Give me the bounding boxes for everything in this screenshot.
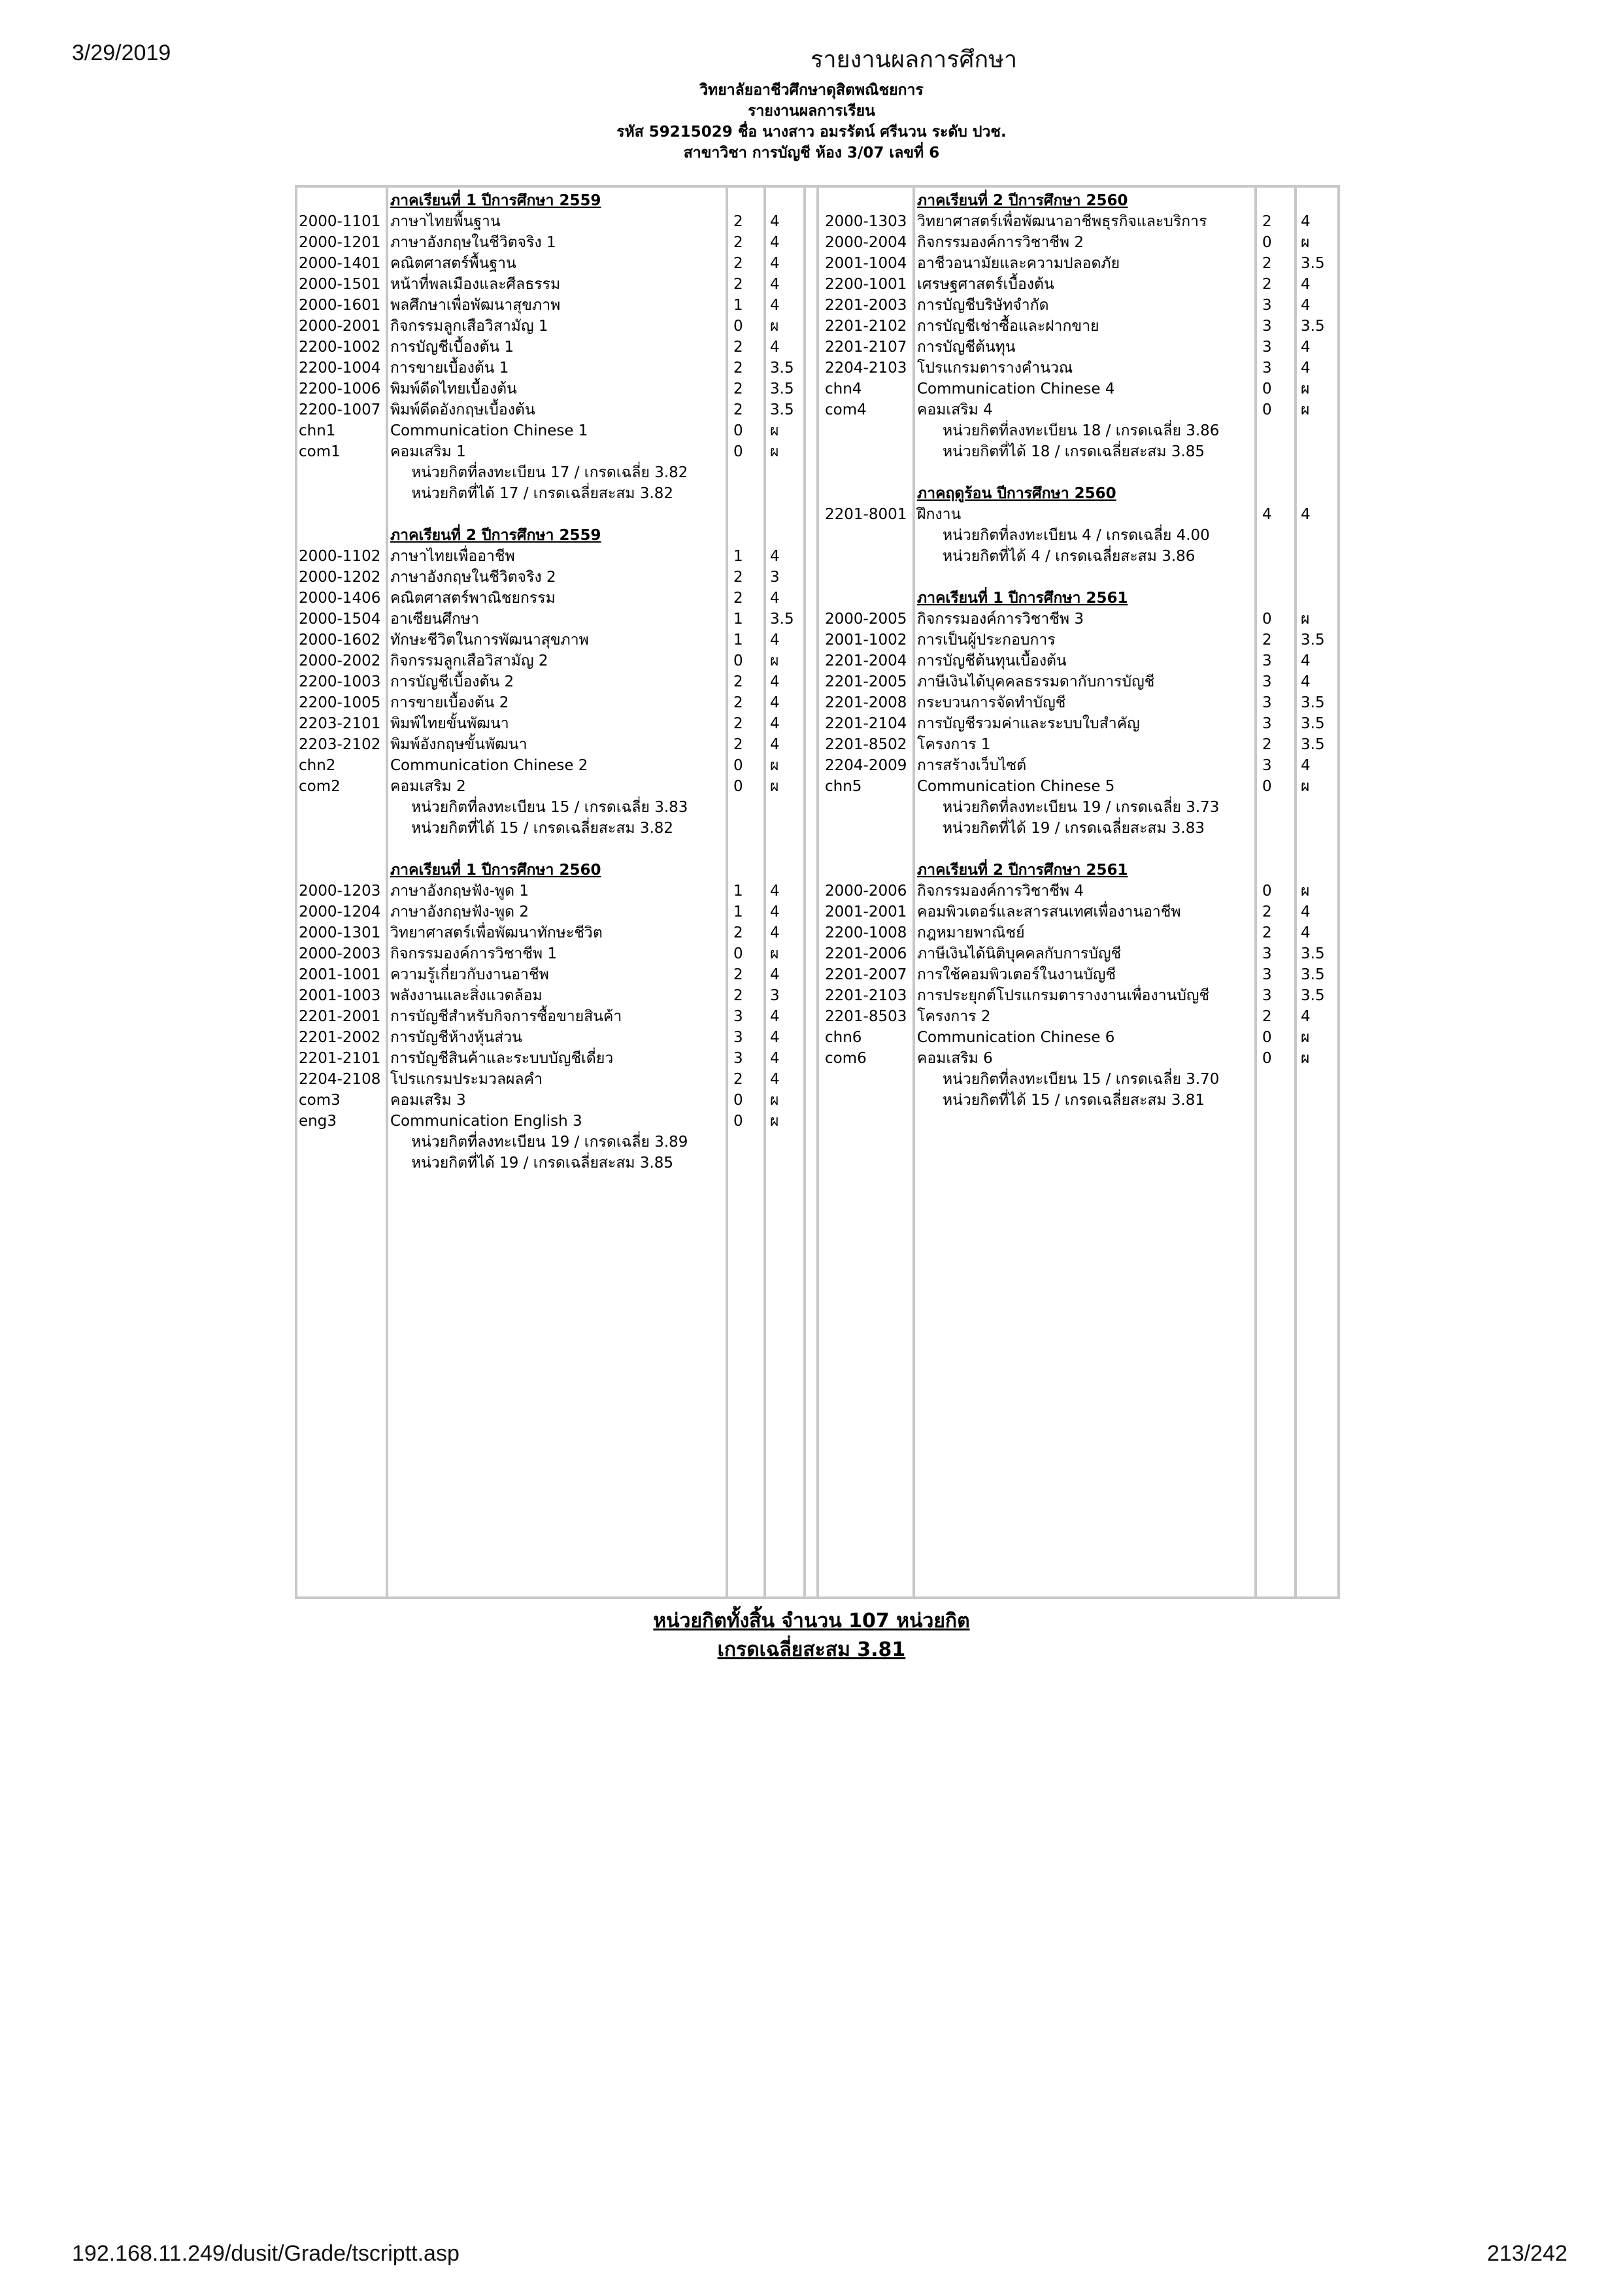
course-credit: 2 <box>733 1071 743 1088</box>
course-name: ภาษาอังกฤษในชีวิตจริง 2 <box>390 569 556 586</box>
course-code: 2201-2104 <box>825 715 907 732</box>
student-info: รหัส 59215029 ชื่อ นางสาว อมรรัตน์ ศรีนวน ระดับ ปวช. <box>616 124 1007 141</box>
course-grade: 4 <box>1301 276 1311 293</box>
course-code: 2201-2007 <box>825 966 907 983</box>
course-grade: 4 <box>770 1050 780 1067</box>
course-grade: 3.5 <box>770 401 794 418</box>
summary-text: หน่วยกิตที่ลงทะเบียน 15 / เกรดเฉลี่ย 3.70 <box>943 1071 1220 1088</box>
course-grade: 4 <box>1301 1008 1311 1025</box>
course-name: พิมพ์ดีดอังกฤษเบื้องต้น <box>390 401 535 418</box>
summary-text: หน่วยกิตที่ได้ 18 / เกรดเฉลี่ยสะสม 3.85 <box>943 443 1205 460</box>
course-credit: 2 <box>1262 632 1272 649</box>
course-code: 2203-2101 <box>299 715 381 732</box>
course-name: คณิตศาสตร์พื้นฐาน <box>390 255 516 272</box>
course-grade: 4 <box>1301 297 1311 314</box>
course-name: กิจกรรมองค์การวิชาชีพ 2 <box>917 234 1084 251</box>
course-grade: 4 <box>1301 213 1311 230</box>
course-name: คอมพิวเตอร์และสารสนเทศเพื่องานอาชีพ <box>917 903 1181 920</box>
course-code: 2201-8502 <box>825 736 907 753</box>
course-name: กิจกรรมลูกเสือวิสามัญ 1 <box>390 318 548 335</box>
course-name: การบัญชีสินค้าและระบบบัญชีเดี่ยว <box>390 1050 614 1067</box>
course-name: การบัญชีรวมค่าและระบบใบสำคัญ <box>917 715 1140 732</box>
course-code: 2001-2001 <box>825 903 907 920</box>
course-name: วิทยาศาสตร์เพื่อพัฒนาทักษะชีวิต <box>390 924 603 941</box>
course-code: 2000-1406 <box>299 590 381 607</box>
course-code: com3 <box>299 1092 341 1109</box>
course-code: 2201-2001 <box>299 1008 381 1025</box>
course-credit: 2 <box>1262 1008 1272 1025</box>
course-code: com4 <box>825 401 867 418</box>
course-credit: 2 <box>733 276 743 293</box>
course-code: chn2 <box>299 757 336 774</box>
course-credit: 2 <box>733 987 743 1004</box>
course-code: 2204-2108 <box>299 1071 381 1088</box>
summary-text: หน่วยกิตที่ได้ 15 / เกรดเฉลี่ยสะสม 3.82 <box>411 820 674 837</box>
course-name: Communication Chinese 5 <box>917 778 1115 795</box>
course-grade: ผ <box>770 945 779 962</box>
course-code: 2000-1401 <box>299 255 381 272</box>
course-credit: 2 <box>733 380 743 397</box>
course-name: การบัญชีห้างหุ้นส่วน <box>390 1029 522 1046</box>
course-grade: 4 <box>770 1008 780 1025</box>
course-grade: 4 <box>1301 652 1311 669</box>
course-name: ภาษาอังกฤษในชีวิตจริง 1 <box>390 234 556 251</box>
course-credit: 0 <box>733 422 743 439</box>
summary-text: หน่วยกิตที่ลงทะเบียน 19 / เกรดเฉลี่ย 3.73 <box>943 799 1220 816</box>
course-grade: 4 <box>770 924 780 941</box>
course-grade: 3.5 <box>770 360 794 377</box>
course-name: คอมเสริม 2 <box>390 778 466 795</box>
course-credit: 0 <box>733 318 743 335</box>
course-grade: 3.5 <box>1301 715 1325 732</box>
course-grade: 4 <box>770 276 780 293</box>
course-grade: 3 <box>770 987 780 1004</box>
course-code: 2001-1004 <box>825 255 907 272</box>
course-code: 2200-1002 <box>299 339 381 356</box>
course-code: 2203-2102 <box>299 736 381 753</box>
course-name: กิจกรรมองค์การวิชาชีพ 1 <box>390 945 557 962</box>
course-credit: 0 <box>1262 234 1272 251</box>
course-credit: 2 <box>1262 903 1272 920</box>
course-credit: 3 <box>1262 694 1272 711</box>
course-name: คณิตศาสตร์พาณิชยกรรม <box>390 590 556 607</box>
summary-text: หน่วยกิตที่ได้ 4 / เกรดเฉลี่ยสะสม 3.86 <box>943 548 1196 565</box>
course-grade: 4 <box>770 883 780 900</box>
course-name: การขายเบื้องต้น 2 <box>390 694 509 711</box>
course-code: 2200-1003 <box>299 673 381 690</box>
course-credit: 3 <box>1262 715 1272 732</box>
course-grade: ผ <box>770 422 779 439</box>
report-header <box>0 80 1623 163</box>
course-grade: 4 <box>770 213 780 230</box>
course-code: chn5 <box>825 778 862 795</box>
summary-text: หน่วยกิตที่ลงทะเบียน 17 / เกรดเฉลี่ย 3.82 <box>411 464 688 481</box>
print-page-number: 213/242 <box>1487 2241 1567 2266</box>
course-grade: ผ <box>770 1113 779 1130</box>
course-code: 2201-8503 <box>825 1008 907 1025</box>
course-credit: 3 <box>1262 339 1272 356</box>
course-name: การบัญชีสำหรับกิจการซื้อขายสินค้า <box>390 1008 622 1025</box>
course-name: Communication English 3 <box>390 1113 582 1130</box>
course-code: 2201-2107 <box>825 339 907 356</box>
course-code: 2204-2103 <box>825 360 907 377</box>
class-info: สาขาวิชา การบัญชี ห้อง 3/07 เลขที่ 6 <box>683 144 940 161</box>
course-code: 2001-1001 <box>299 966 381 983</box>
course-name: อาเซียนศึกษา <box>390 611 480 628</box>
course-credit: 3 <box>733 1029 743 1046</box>
course-name: คอมเสริม 3 <box>390 1092 466 1109</box>
course-code: 2000-1504 <box>299 611 381 628</box>
summary-text: หน่วยกิตที่ได้ 15 / เกรดเฉลี่ยสะสม 3.81 <box>943 1092 1205 1109</box>
course-grade: ผ <box>1301 883 1310 900</box>
course-grade: 3.5 <box>770 380 794 397</box>
course-grade: 4 <box>1301 757 1311 774</box>
total-gpa: เกรดเฉลี่ยสะสม 3.81 <box>717 1638 906 1661</box>
course-code: 2201-2101 <box>299 1050 381 1067</box>
course-grade: ผ <box>1301 611 1310 628</box>
course-credit: 0 <box>1262 1029 1272 1046</box>
course-name: วิทยาศาสตร์เพื่อพัฒนาอาชีพธุรกิจและบริการ <box>917 213 1207 230</box>
course-code: 2201-2003 <box>825 297 907 314</box>
course-grade: 4 <box>770 297 780 314</box>
course-grade: ผ <box>1301 234 1310 251</box>
course-code: 2200-1006 <box>299 380 381 397</box>
course-grade: 4 <box>770 1071 780 1088</box>
course-credit: 3 <box>1262 297 1272 314</box>
course-grade: 4 <box>770 590 780 607</box>
course-code: 2000-1602 <box>299 632 381 649</box>
course-code: 2000-1203 <box>299 883 381 900</box>
course-name: การบัญชีเบื้องต้น 2 <box>390 673 514 690</box>
term-label: ภาคเรียนที่ 1 ปีการศึกษา 2559 <box>390 192 601 209</box>
course-name: การบัญชีต้นทุนเบื้องต้น <box>917 652 1067 669</box>
course-credit: 2 <box>733 736 743 753</box>
course-credit: 2 <box>1262 924 1272 941</box>
course-grade: ผ <box>770 652 779 669</box>
course-name: การประยุกต์โปรแกรมตารางงานเพื่องานบัญชี <box>917 987 1210 1004</box>
course-name: ทักษะชีวิตในการพัฒนาสุขภาพ <box>390 632 589 649</box>
course-grade: 3.5 <box>1301 632 1325 649</box>
course-name: อาชีวอนามัยและความปลอดภัย <box>917 255 1120 272</box>
print-date: 3/29/2019 <box>72 41 171 65</box>
course-credit: 2 <box>1262 276 1272 293</box>
course-name: การขายเบื้องต้น 1 <box>390 360 509 377</box>
course-credit: 0 <box>1262 401 1272 418</box>
course-code: 2000-1501 <box>299 276 381 293</box>
course-credit: 1 <box>733 548 743 565</box>
course-code: com1 <box>299 443 341 460</box>
course-credit: 4 <box>1262 506 1272 523</box>
course-grade: 3.5 <box>1301 987 1325 1004</box>
course-grade: ผ <box>770 757 779 774</box>
course-credit: 2 <box>733 569 743 586</box>
summary-text: หน่วยกิตที่ลงทะเบียน 4 / เกรดเฉลี่ย 4.00 <box>943 527 1210 544</box>
total-credits: หน่วยกิตทั้งสิ้น จำนวน 107 หน่วยกิต <box>653 1610 970 1632</box>
transcript-table <box>295 185 1340 1599</box>
course-name: การสร้างเว็บไซต์ <box>917 757 1027 774</box>
course-name: การบัญชีเบื้องต้น 1 <box>390 339 514 356</box>
course-code: com6 <box>825 1050 867 1067</box>
course-name: โครงการ 1 <box>917 736 991 753</box>
course-code: 2201-2005 <box>825 673 907 690</box>
course-grade: ผ <box>1301 1029 1310 1046</box>
course-credit: 0 <box>1262 380 1272 397</box>
course-code: 2200-1007 <box>299 401 381 418</box>
course-name: กิจกรรมองค์การวิชาชีพ 3 <box>917 611 1084 628</box>
course-credit: 0 <box>733 1113 743 1130</box>
course-name: ภาษาอังกฤษฟัง-พูด 1 <box>390 883 529 900</box>
course-credit: 1 <box>733 903 743 920</box>
course-name: โครงการ 2 <box>917 1008 991 1025</box>
course-credit: 2 <box>733 255 743 272</box>
course-name: Communication Chinese 2 <box>390 757 588 774</box>
course-code: 2200-1004 <box>299 360 381 377</box>
course-grade: ผ <box>770 318 779 335</box>
course-code: 2001-1003 <box>299 987 381 1004</box>
course-credit: 3 <box>1262 757 1272 774</box>
course-credit: 2 <box>733 360 743 377</box>
transcript-totals <box>0 1607 1623 1664</box>
course-name: กิจกรรมองค์การวิชาชีพ 4 <box>917 883 1084 900</box>
course-grade: ผ <box>1301 778 1310 795</box>
course-credit: 0 <box>733 778 743 795</box>
course-name: พลศึกษาเพื่อพัฒนาสุขภาพ <box>390 297 561 314</box>
course-credit: 1 <box>733 883 743 900</box>
report-name: รายงานผลการเรียน <box>748 103 875 120</box>
course-code: 2000-1301 <box>299 924 381 941</box>
course-credit: 2 <box>733 715 743 732</box>
course-grade: 4 <box>770 234 780 251</box>
course-credit: 3 <box>1262 945 1272 962</box>
term-label: ภาคเรียนที่ 2 ปีการศึกษา 2560 <box>917 192 1128 209</box>
course-credit: 1 <box>733 611 743 628</box>
term-label: ภาคเรียนที่ 1 ปีการศึกษา 2561 <box>917 590 1128 607</box>
course-credit: 0 <box>1262 1050 1272 1067</box>
course-name: พิมพ์ดีดไทยเบื้องต้น <box>390 380 517 397</box>
course-grade: 4 <box>770 694 780 711</box>
course-credit: 2 <box>733 234 743 251</box>
course-grade: 3.5 <box>770 611 794 628</box>
course-grade: 3.5 <box>1301 255 1325 272</box>
course-credit: 3 <box>733 1050 743 1067</box>
course-name: คอมเสริม 6 <box>917 1050 993 1067</box>
course-grade: 3.5 <box>1301 318 1325 335</box>
course-code: 2000-2004 <box>825 234 907 251</box>
course-code: 2000-2006 <box>825 883 907 900</box>
course-name: โปรแกรมตารางคำนวณ <box>917 360 1073 377</box>
course-grade: ผ <box>1301 1050 1310 1067</box>
course-credit: 2 <box>1262 213 1272 230</box>
course-grade: 3.5 <box>1301 694 1325 711</box>
course-code: chn1 <box>299 422 336 439</box>
term-label: ภาคเรียนที่ 2 ปีการศึกษา 2561 <box>917 862 1128 879</box>
course-grade: 4 <box>1301 673 1311 690</box>
course-credit: 2 <box>733 694 743 711</box>
course-name: เศรษฐศาสตร์เบื้องต้น <box>917 276 1054 293</box>
course-name: หน้าที่พลเมืองและศีลธรรม <box>390 276 561 293</box>
course-grade: 3 <box>770 569 780 586</box>
course-code: 2000-1601 <box>299 297 381 314</box>
summary-text: หน่วยกิตที่ได้ 17 / เกรดเฉลี่ยสะสม 3.82 <box>411 485 674 502</box>
course-code: 2200-1005 <box>299 694 381 711</box>
course-credit: 1 <box>733 297 743 314</box>
course-code: 2000-1204 <box>299 903 381 920</box>
course-credit: 3 <box>1262 673 1272 690</box>
course-code: 2000-2005 <box>825 611 907 628</box>
course-name: กิจกรรมลูกเสือวิสามัญ 2 <box>390 652 548 669</box>
course-credit: 2 <box>733 213 743 230</box>
course-credit: 2 <box>733 966 743 983</box>
course-name: ภาษาอังกฤษฟัง-พูด 2 <box>390 903 529 920</box>
course-credit: 0 <box>733 757 743 774</box>
course-credit: 3 <box>1262 966 1272 983</box>
course-code: 2200-1008 <box>825 924 907 941</box>
course-name: ความรู้เกี่ยวกับงานอาชีพ <box>390 966 549 983</box>
course-name: กระบวนการจัดทำบัญชี <box>917 694 1066 711</box>
course-code: 2000-1303 <box>825 213 907 230</box>
course-name: Communication Chinese 4 <box>917 380 1115 397</box>
course-name: การบัญชีบริษัทจำกัด <box>917 297 1049 314</box>
summary-text: หน่วยกิตที่ลงทะเบียน 19 / เกรดเฉลี่ย 3.89 <box>411 1134 688 1151</box>
course-name: ภาษีเงินได้บุคคลธรรมดากับการบัญชี <box>917 673 1155 690</box>
course-grade: 4 <box>770 548 780 565</box>
course-name: คอมเสริม 4 <box>917 401 993 418</box>
course-credit: 2 <box>1262 736 1272 753</box>
course-name: พิมพ์ไทยขั้นพัฒนา <box>390 715 509 732</box>
course-name: Communication Chinese 1 <box>390 422 588 439</box>
course-code: 2001-1002 <box>825 632 907 649</box>
course-credit: 0 <box>733 1092 743 1109</box>
course-credit: 0 <box>1262 883 1272 900</box>
summary-text: หน่วยกิตที่ลงทะเบียน 15 / เกรดเฉลี่ย 3.83 <box>411 799 688 816</box>
course-name: ฝึกงาน <box>917 506 962 523</box>
print-title: รายงานผลการศึกษา <box>811 46 1018 73</box>
course-code: 2000-1101 <box>299 213 381 230</box>
course-grade: 4 <box>770 339 780 356</box>
course-grade: ผ <box>770 778 779 795</box>
course-name: พลังงานและสิ่งแวดล้อม <box>390 987 543 1004</box>
course-name: ภาษีเงินได้นิติบุคคลกับการบัญชี <box>917 945 1122 962</box>
course-credit: 0 <box>1262 611 1272 628</box>
course-credit: 3 <box>733 1008 743 1025</box>
course-name: คอมเสริม 1 <box>390 443 466 460</box>
course-grade: 4 <box>770 632 780 649</box>
course-code: com2 <box>299 778 341 795</box>
course-credit: 0 <box>1262 778 1272 795</box>
course-credit: 3 <box>1262 652 1272 669</box>
course-name: การเป็นผู้ประกอบการ <box>917 632 1056 649</box>
course-grade: 4 <box>770 736 780 753</box>
course-grade: 4 <box>1301 360 1311 377</box>
course-grade: 4 <box>1301 506 1311 523</box>
course-grade: 3.5 <box>1301 945 1325 962</box>
course-name: กฎหมายพาณิชย์ <box>917 924 1025 941</box>
course-grade: ผ <box>770 1092 779 1109</box>
course-code: 2200-1001 <box>825 276 907 293</box>
course-grade: ผ <box>1301 401 1310 418</box>
course-credit: 2 <box>1262 255 1272 272</box>
course-code: 2000-1202 <box>299 569 381 586</box>
course-code: 2000-2003 <box>299 945 381 962</box>
course-code: 2201-2004 <box>825 652 907 669</box>
course-grade: 4 <box>1301 924 1311 941</box>
course-code: chn4 <box>825 380 862 397</box>
summary-text: หน่วยกิตที่ได้ 19 / เกรดเฉลี่ยสะสม 3.85 <box>411 1155 674 1172</box>
print-url: 192.168.11.249/dusit/Grade/tscriptt.asp <box>72 2241 460 2266</box>
course-credit: 0 <box>733 443 743 460</box>
course-name: การใช้คอมพิวเตอร์ในงานบัญชี <box>917 966 1116 983</box>
course-grade: 4 <box>770 903 780 920</box>
course-code: 2201-8001 <box>825 506 907 523</box>
course-grade: 4 <box>1301 339 1311 356</box>
course-name: โปรแกรมประมวลผลคำ <box>390 1071 543 1088</box>
college-name: วิทยาลัยอาชีวศึกษาดุสิตพณิชยการ <box>699 82 924 99</box>
course-name: ภาษาไทยเพื่ออาชีพ <box>390 548 515 565</box>
course-code: 2000-1102 <box>299 548 381 565</box>
course-code: 2201-2102 <box>825 318 907 335</box>
summary-text: หน่วยกิตที่ได้ 19 / เกรดเฉลี่ยสะสม 3.83 <box>943 820 1205 837</box>
course-code: 2000-2001 <box>299 318 381 335</box>
course-name: ภาษาไทยพื้นฐาน <box>390 213 501 230</box>
course-grade: 4 <box>770 673 780 690</box>
course-grade: 4 <box>770 715 780 732</box>
term-label: ภาคเรียนที่ 2 ปีการศึกษา 2559 <box>390 527 601 544</box>
course-credit: 2 <box>733 401 743 418</box>
course-code: 2000-1201 <box>299 234 381 251</box>
course-credit: 2 <box>733 924 743 941</box>
course-code: chn6 <box>825 1029 862 1046</box>
course-code: 2201-2008 <box>825 694 907 711</box>
course-name: การบัญชีต้นทุน <box>917 339 1016 356</box>
course-grade: 4 <box>770 1029 780 1046</box>
course-name: Communication Chinese 6 <box>917 1029 1115 1046</box>
course-name: พิมพ์อังกฤษขั้นพัฒนา <box>390 736 527 753</box>
course-grade: 3.5 <box>1301 966 1325 983</box>
term-label: ภาคเรียนที่ 1 ปีการศึกษา 2560 <box>390 862 601 879</box>
summary-text: หน่วยกิตที่ลงทะเบียน 18 / เกรดเฉลี่ย 3.86 <box>943 422 1220 439</box>
course-grade: ผ <box>770 443 779 460</box>
course-grade: 4 <box>1301 903 1311 920</box>
course-code: 2204-2009 <box>825 757 907 774</box>
course-code: 2000-2002 <box>299 652 381 669</box>
course-credit: 0 <box>733 652 743 669</box>
course-credit: 3 <box>1262 987 1272 1004</box>
course-credit: 1 <box>733 632 743 649</box>
course-credit: 2 <box>733 590 743 607</box>
course-credit: 2 <box>733 673 743 690</box>
course-credit: 2 <box>733 339 743 356</box>
course-credit: 3 <box>1262 318 1272 335</box>
course-grade: ผ <box>1301 380 1310 397</box>
course-credit: 0 <box>733 945 743 962</box>
course-credit: 3 <box>1262 360 1272 377</box>
course-grade: 4 <box>770 255 780 272</box>
course-code: 2201-2103 <box>825 987 907 1004</box>
course-grade: 3.5 <box>1301 736 1325 753</box>
term-label: ภาคฤดูร้อน ปีการศึกษา 2560 <box>917 485 1116 502</box>
course-grade: 4 <box>770 966 780 983</box>
course-code: 2201-2006 <box>825 945 907 962</box>
course-name: การบัญชีเช่าซื้อและฝากขาย <box>917 318 1099 335</box>
course-code: 2201-2002 <box>299 1029 381 1046</box>
course-code: eng3 <box>299 1113 337 1130</box>
